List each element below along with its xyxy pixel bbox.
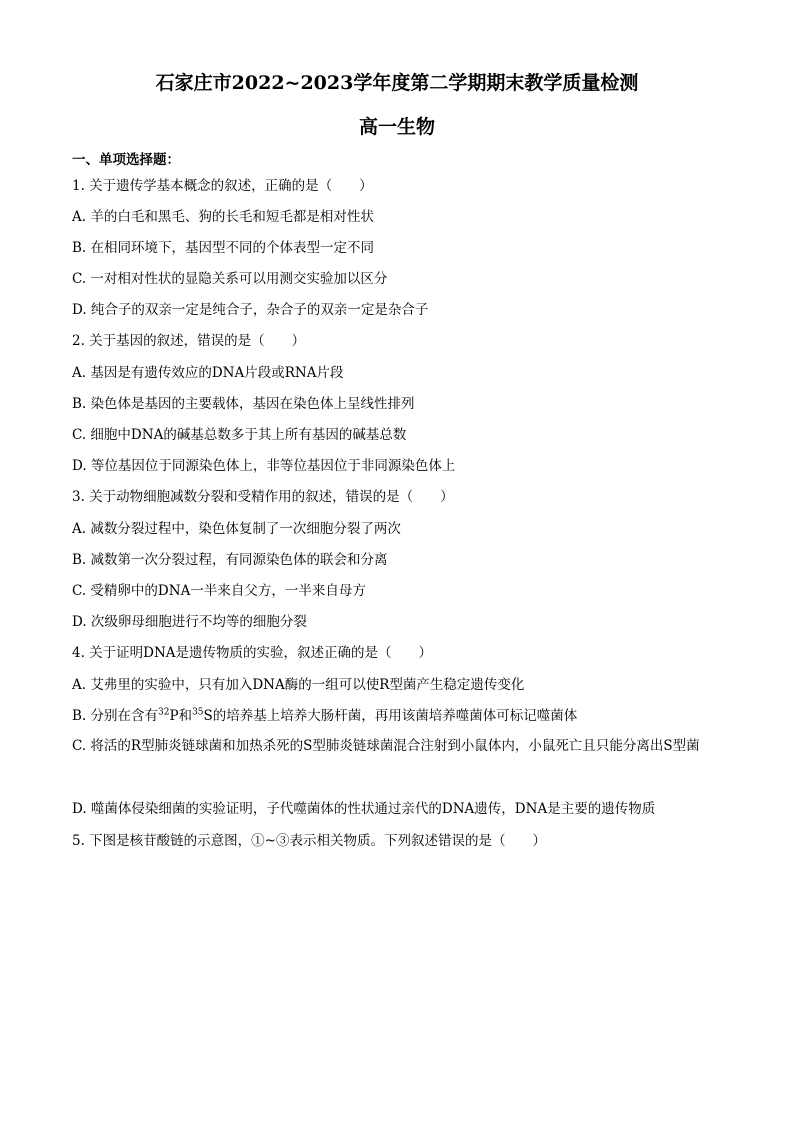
question-2-option-b: B. 染色体是基因的主要载体，基因在染色体上呈线性排列 [72, 396, 415, 412]
question-3-option-c: C. 受精卵中的DNA一半来自父方，一半来自母方 [72, 583, 366, 599]
question-3-option-a: A. 减数分裂过程中，染色体复制了一次细胞分裂了两次 [72, 521, 401, 537]
isotope-mass-35: 35 [192, 707, 204, 718]
question-3-option-b: B. 减数第一次分裂过程，有同源染色体的联会和分离 [72, 552, 388, 568]
question-3-stem: 3. 关于动物细胞减数分裂和受精作用的叙述，错误的是（ ） [72, 489, 454, 505]
question-2-option-a: A. 基因是有遗传效应的DNA片段或RNA片段 [72, 365, 344, 381]
isotope-mass-32: 32 [158, 707, 170, 718]
exam-title: 石家庄市2022~2023学年度第二学期期末教学质量检测 [155, 72, 639, 94]
question-4-stem: 4. 关于证明DNA是遗传物质的实验，叙述正确的是（ ） [72, 645, 433, 661]
option-b-text-mid: P和 [169, 708, 193, 724]
option-b-text-end: S的培养基上培养大肠杆菌，再用该菌培养噬菌体可标记噬菌体 [203, 708, 578, 724]
question-4-option-b [72, 707, 722, 725]
exam-subject: 高一生物 [358, 116, 435, 138]
question-1-option-c: C. 一对相对性状的显隐关系可以用测交实验加以区分 [72, 271, 388, 287]
question-2-option-d: D. 等位基因位于同源染色体上，非等位基因位于非同源染色体上 [72, 458, 456, 474]
question-1-option-b: B. 在相同环境下，基因型不同的个体表型一定不同 [72, 240, 375, 256]
question-2-stem: 2. 关于基因的叙述，错误的是（ ） [72, 333, 306, 349]
question-1-option-d: D. 纯合子的双亲一定是纯合子，杂合子的双亲一定是杂合子 [72, 302, 429, 318]
question-4-option-a: A. 艾弗里的实验中，只有加入DNA酶的一组可以使R型菌产生稳定遗传变化 [72, 677, 525, 693]
question-5-stem: 5. 下图是核苷酸链的示意图，①~③表示相关物质。下列叙述错误的是（ ） [72, 833, 546, 849]
question-4-option-c: C. 将活的R型肺炎链球菌和加热杀死的S型肺炎链球菌混合注射到小鼠体内，小鼠死亡且只能分离出S型菌 [72, 738, 700, 754]
question-3-option-d: D. 次级卵母细胞进行不均等的细胞分裂 [72, 614, 307, 630]
question-1-option-a: A. 羊的白毛和黑毛、狗的长毛和短毛都是相对性状 [72, 209, 374, 225]
question-1-stem: 1. 关于遗传学基本概念的叙述，正确的是（ ） [72, 178, 373, 194]
question-4-option-d: D. 噬菌体侵染细菌的实验证明，子代噬菌体的性状通过亲代的DNA遗传，DNA是主要的遗传物质 [72, 801, 656, 817]
section-heading: 一、单项选择题： [72, 152, 180, 168]
option-b-text-start: B. 分别在含有 [72, 708, 159, 724]
question-2-option-c: C. 细胞中DNA的碱基总数多于其上所有基因的碱基总数 [72, 427, 407, 443]
